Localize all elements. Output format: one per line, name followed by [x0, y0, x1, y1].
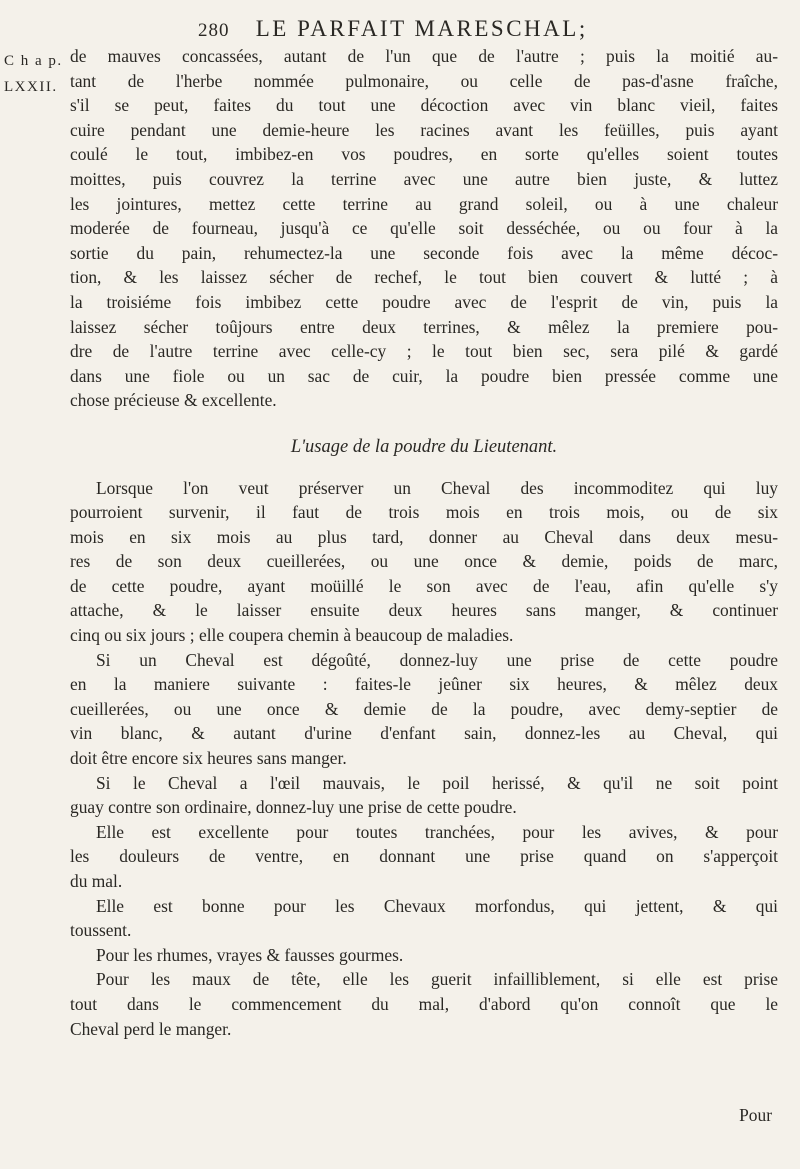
paragraph-recipe — [70, 44, 778, 413]
page-number: 280 — [198, 20, 230, 41]
running-title: LE PARFAIT MARESCHAL; — [255, 16, 588, 41]
text-line: en la maniere suivante : faites-le jeûner six heures, & mêlez deux — [70, 674, 778, 695]
text-line: mois en six mois au plus tard, donner au Cheval dans deux mesu- — [70, 526, 778, 547]
text-line: s'il se peut, faites du tout une décoction avec vin blanc vieil, faites — [70, 95, 778, 116]
chapter-label: C h a p. — [4, 53, 63, 69]
text-line: Elle est excellente pour toutes tranchées, pour les avives, & pour — [96, 821, 778, 842]
text-line: laissez sécher toûjours entre deux terrines, & mêlez la premiere pou- — [70, 316, 778, 337]
text-line: chose précieuse & excellente. — [70, 390, 277, 411]
text-line: guay contre son ordinaire, donnez-luy une prise de cette poudre. — [70, 797, 517, 818]
catchword: Pour — [739, 1105, 772, 1125]
text-line: attache, & le laisser ensuite deux heures sans manger, & continuer — [70, 600, 778, 621]
text-line: cinq ou six jours ; elle coupera chemin à beaucoup de maladies. — [70, 625, 514, 646]
text-line: Pour les maux de tête, elle les guerit infailliblement, si elle est prise — [96, 969, 778, 990]
text-line: Pour les rhumes, vrayes & fausses gourmes. — [96, 944, 404, 965]
body-text — [70, 44, 778, 1041]
text-line: dre de l'autre terrine avec celle-cy ; le tout bien sec, sera pilé & gardé — [70, 341, 778, 362]
text-line: coulé le tout, imbibez-en vos poudres, en sorte qu'elles soient toutes — [70, 144, 778, 165]
text-line: Elle est bonne pour les Chevaux morfondus, qui jettent, & qui — [96, 895, 778, 916]
text-line: les jointures, mettez cette terrine au grand soleil, ou à une chaleur — [70, 193, 778, 214]
text-line: cuire pendant une demie-heure les racines avant les feüilles, puis ayant — [70, 119, 778, 140]
text-line: doit être encore six heures sans manger. — [70, 748, 347, 769]
text-line: de mauves concassées, autant de l'un que de l'autre ; puis la moitié au- — [70, 46, 778, 66]
text-line: Lorsque l'on veut préserver un Cheval des incommoditez qui luy — [96, 477, 778, 498]
text-line: de cette poudre, ayant moüillé le son avec de l'eau, afin qu'elle s'y — [70, 575, 778, 596]
paragraph-usage — [70, 476, 778, 648]
text-line: moderée de fourneau, jusqu'à ce qu'elle soit desséchée, ou ou four à la — [70, 218, 778, 239]
text-line: les douleurs de ventre, en donnant une prise quand on s'apperçoit — [70, 846, 778, 867]
running-header — [198, 16, 588, 42]
text-line: sortie du pain, rehumectez-la une seconde fois avec la même décoc- — [70, 242, 778, 263]
text-line: tion, & les laissez sécher de rechef, le tout bien couvert & lutté ; à — [70, 267, 778, 288]
paragraph-morfondus — [70, 894, 778, 943]
paragraph-tranchees — [70, 820, 778, 894]
paragraph-degoute — [70, 648, 778, 771]
text-line: Cheval perd le manger. — [70, 1018, 232, 1039]
text-line: du mal. — [70, 871, 123, 891]
chapter-margin-note — [4, 48, 63, 100]
chapter-number: LXXII. — [4, 79, 58, 95]
paragraph-maux-de-tete — [70, 967, 778, 1041]
text-line: cueillerées, ou une once & demie de la poudre, avec demy-septier de — [70, 698, 778, 719]
text-line: toussent. — [70, 920, 132, 941]
text-line: pourroient survenir, il faut de trois mois en trois mois, ou de six — [70, 502, 778, 523]
text-line: res de son deux cueillerées, ou une once & demie, poids de marc, — [70, 551, 778, 572]
text-line: vin blanc, & autant d'urine d'enfant sain, donnez-les au Cheval, qui — [70, 723, 778, 744]
text-line: tout dans le commencement du mal, d'abord qu'on connoît que le — [70, 993, 778, 1014]
text-line: moittes, puis couvrez la terrine avec une autre bien juste, & luttez — [70, 168, 778, 189]
text-line: Si un Cheval est dégoûté, donnez-luy une prise de cette poudre — [96, 649, 778, 670]
paragraph-oeil — [70, 771, 778, 820]
text-line: dans une fiole ou un sac de cuir, la poudre bien pressée comme une — [70, 365, 778, 386]
paragraph-rhumes — [70, 943, 778, 968]
text-line: la troisiéme fois imbibez cette poudre avec de l'esprit de vin, puis la — [70, 291, 778, 312]
section-heading: L'usage de la poudre du Lieutenant. — [290, 436, 558, 457]
text-line: Si le Cheval a l'œil mauvais, le poil herissé, & qu'il ne soit point — [96, 772, 778, 793]
text-line: tant de l'herbe nommée pulmonaire, ou celle de pas-d'asne fraîche, — [70, 70, 778, 91]
